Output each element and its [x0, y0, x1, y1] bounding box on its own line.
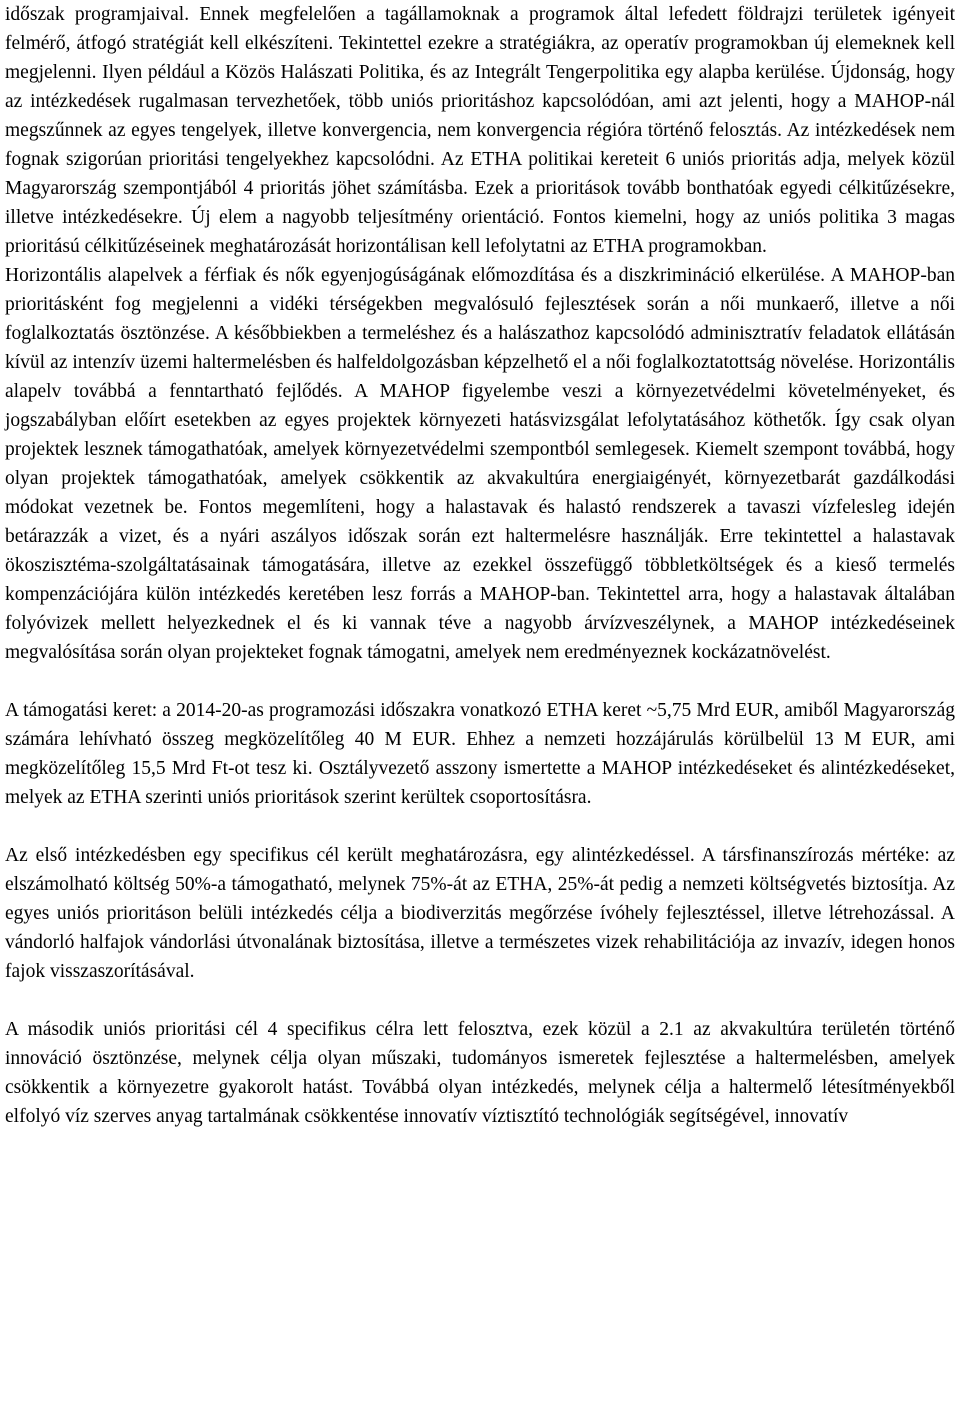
- paragraph-program-strategy: időszak programjaival. Ennek megfelelően a tagállamoknak a programok által lefedett földrajzi területek igényeit felmérő, átfogó stratégiát kell elkészíteni. Tekintettel ezekre a stratégiákra, az operatív programokban új elemeknek kell megjelenni. Ilyen például a Közös Halászati Politika, és az Integrált Tengerpolitika egy alapba kerülése. Újdonság, hogy az intézkedések rugalmasan tervezhetőek, több uniós prioritáshoz kapcsolódóan, ami azt jelenti, hogy a MAHOP-nál megszűnnek az egyes tengelyek, illetve konvergencia, nem konvergencia régióra történő felosztás. Az intézkedések nem fognak szigorúan prioritási tengelyekhez kapcsolódni. Az ETHA politikai kereteit 6 uniós prioritás adja, melyek közül Magyarország szempontjából 4 prioritás jöhet számításba. Ezek a prioritások tovább bonthatóak egyedi célkitűzésekre, illetve intézkedésekre. Új elem a nagyobb teljesítmény orientáció. Fontos kiemelni, hogy az uniós politika 3 magas prioritású célkitűzéseinek meghatározását horizontálisan kell lefolytatni az ETHA programokban.: [5, 4, 955, 257]
- paragraph-first-measure: Az első intézkedésben egy specifikus cél került meghatározásra, egy alintézkedéssel. A társfinanszírozás mértéke: az elszámolható költség 50%-a támogatható, melynek 75%-át az ETHA, 25%-át pedig a nemzeti költségvetés biztosítja. Az egyes uniós prioritáson belüli intézkedés célja a biodiverzitás megőrzése ívóhely fejlesztéssel, illetve létrehozással. A vándorló halfajok vándorlási útvonalának biztosítása, illetve a természetes vizek rehabilitációja az invazív, idegen honos fajok visszaszorításával.: [5, 845, 955, 982]
- paragraph-funding-framework: A támogatási keret: a 2014-20-as programozási időszakra vonatkozó ETHA keret ~5,75 Mrd EUR, amiből Magyarország számára lehívható összeg megközelítőleg 40 M EUR. Ehhez a nemzeti hozzájárulás körülbelül 13 M EUR, ami megközelítőleg 15,5 Mrd Ft-ot tesz ki. Osztályvezető asszony ismertette a MAHOP intézkedéseket és alintézkedéseket, melyek az ETHA szerinti uniós prioritások szerint kerültek csoportosításra.: [5, 700, 955, 808]
- document-page: [5, 0, 955, 1131]
- paragraph-second-priority: A második uniós prioritási cél 4 specifikus célra lett felosztva, ezek közül a 2.1 az akvakultúra területén történő innováció ösztönzése, melynek célja olyan műszaki, tudományos ismeretek fejlesztése a haltermelésben, amelyek csökkentik a környezetre gyakorolt hatást. Továbbá olyan intézkedés, melynek célja a haltermelő létesítményekből elfolyó víz szerves anyag tartalmának csökkentése innovatív víztisztító technológiák segítségével, innovatív: [5, 1019, 955, 1127]
- paragraph-horizontal-principles: Horizontális alapelvek a férfiak és nők egyenjogúságának előmozdítása és a diszkrimináció elkerülése. A MAHOP-ban prioritásként fog megjelenni a vidéki térségekben megvalósuló fejlesztések során a női munkaerő, illetve a női foglalkoztatás ösztönzése. A későbbiekben a termeléshez és a halászathoz kapcsolódó adminisztratív feladatok ellátásán kívül az intenzív üzemi haltermelésben és halfeldolgozásban képzelhető el a női foglalkoztatottság növelése. Horizontális alapelv továbbá a fenntartható fejlődés. A MAHOP figyelembe veszi a környezetvédelmi követelményeket, és jogszabályban előírt esetekben az egyes projektek környezeti hatásvizsgálat lefolytatásához köthetők. Így csak olyan projektek lesznek támogathatóak, amelyek környezetvédelmi szempontból semlegesek. Kiemelt szempont továbbá, hogy olyan projektek támogathatóak, amelyek csökkentik az akvakultúra energiaigényét, környezetbarát gazdálkodási módokat vezetnek be. Fontos megemlíteni, hogy a halastavak és halastó rendszerek a tavaszi vízfelesleg idején betárazzák a vizet, és a nyári aszályos időszak során ezt haltermelésre használják. Erre tekintettel a halastavak ökoszisztéma-szolgáltatásainak támogatására, illetve az ezekkel összefüggő többletköltségek és a kieső termelés kompenzációjára külön intézkedés keretében lesz forrás a MAHOP-ban. Tekintettel arra, hogy a halastavak általában folyóvizek mellett helyezkednek el és ki vannak téve a nagyobb árvízveszélynek, a MAHOP intézkedéseinek megvalósítása során olyan projekteket fognak támogatni, amelyek nem eredményeznek kockázatnövelést.: [5, 265, 955, 663]
